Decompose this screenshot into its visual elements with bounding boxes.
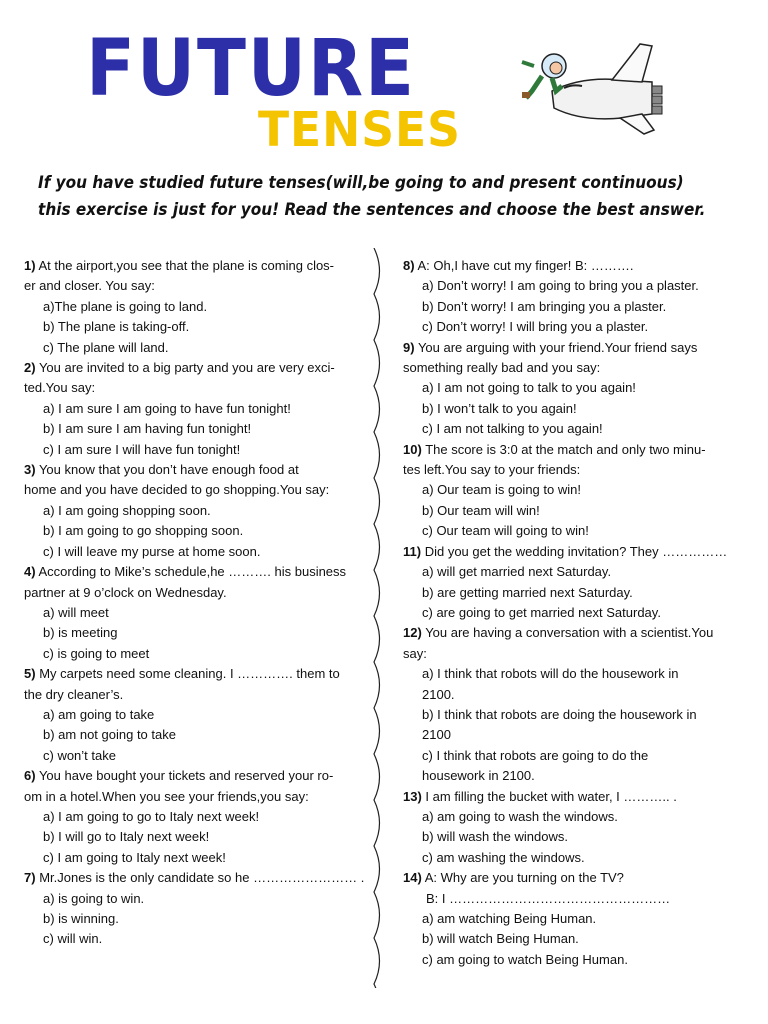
option-a: a) am going to wash the windows.: [422, 808, 618, 824]
option-a: a) am watching Being Human.: [422, 911, 597, 926]
option-a: a) is going to win.: [43, 890, 145, 906]
option-c: c) am going to watch Being Human.: [422, 951, 628, 967]
option-b: b) I think that robots are doing the housework in: [422, 706, 697, 722]
option-c: c) am washing the windows.: [422, 849, 585, 865]
question-2: 2) You are invited to a big party and you are very exci- ted.You say: a) I am sure I am going to have fun tonight! b) I am sure I am having fun tonight! c) I am sure I will have fun tonight!: [24, 358, 366, 460]
question-5: 5) My carpets need some cleaning. I …………. them to the dry cleaner’s. a) am going to take b) am not going to take c) won’t take: [24, 664, 366, 766]
option-b: b) am not going to take: [43, 727, 176, 743]
option-a: a) Our team is going to win!: [422, 482, 581, 498]
question-13: 13) I am filling the bucket with water, I ……….. . a) am going to wash the windows. b) will wash the windows. c) am washing the windows.: [403, 787, 747, 869]
option-a: a) I think that robots will do the housework in: [422, 666, 679, 682]
option-b: b) is winning.: [43, 911, 119, 926]
option-b: b) I will go to Italy next week!: [43, 829, 210, 845]
question-12: 12) You are having a conversation with a scientist.You say: a) I think that robots will do the housework in 2100. b) I think that robots are doing the housework in 2100 c) I think that robots are going to do the housework in 2100.: [403, 623, 747, 786]
option-c-cont: housework in 2100.: [422, 768, 535, 784]
left-column: [24, 256, 366, 950]
option-c: c) I think that robots are going to do the: [422, 747, 649, 763]
option-c: c) I am sure I will have fun tonight!: [43, 441, 241, 457]
question-3: 3) You know that you don’t have enough food at home and you have decided to go shopping.You say: a) I am going shopping soon. b) I am going to go shopping soon. c) I will leave my purse at home soon.: [24, 460, 366, 562]
option-b: b) I won’t talk to you again!: [422, 400, 577, 416]
option-b: b) will wash the windows.: [422, 829, 568, 845]
option-c: c) Don’t worry! I will bring you a plaster.: [422, 319, 649, 335]
instructions-line-1: If you have studied future tenses(will,be going to and present continuous): [38, 173, 684, 193]
option-b: b) is meeting: [43, 625, 118, 641]
option-a: a)The plane is going to land.: [43, 298, 208, 314]
question-8: 8) A: Oh,I have cut my finger! B: ………. a) Don’t worry! I am going to bring you a plaster. b) Don’t worry! I am bringing you a plaster. c) Don’t worry! I will bring you a plaster.: [403, 256, 747, 338]
question-10: 10) The score is 3:0 at the match and only two minu- tes left.You say to your friends: a) Our team is going to win! b) Our team will win! c) Our team will going to win!: [403, 440, 747, 542]
option-b: b) I am sure I am having fun tonight!: [43, 421, 252, 437]
option-c: c) will win.: [43, 931, 103, 947]
option-b: b) The plane is taking-off.: [43, 319, 190, 335]
zigzag-column-divider: [372, 248, 386, 988]
option-a: a) will meet: [43, 604, 109, 620]
question-14: 14) A: Why are you turning on the TV? B: I …………………………………………… a) am watching Being Human. b) will watch Being Human. c) am going to watch Being Human.: [403, 868, 747, 970]
option-a: a) am going to take: [43, 706, 155, 722]
option-a: a) I am going to go to Italy next week!: [43, 808, 260, 824]
question-6: 6) You have bought your tickets and reserved your ro- om in a hotel.When you see your friends,you say: a) I am going to go to Italy next week! b) I will go to Italy next week! c) I am going to Italy next week!: [24, 766, 366, 868]
option-a: a) will get married next Saturday.: [422, 564, 612, 580]
option-b: b) Don’t worry! I am bringing you a plaster.: [422, 298, 667, 314]
option-c: c) I am going to Italy next week!: [43, 849, 226, 865]
instructions-line-2: this exercise is just for you! Read the sentences and choose the best answer.: [38, 200, 706, 220]
option-b-cont: 2100: [422, 727, 451, 743]
option-a-cont: 2100.: [422, 686, 455, 702]
option-b: b) will watch Being Human.: [422, 931, 579, 947]
option-c: c) The plane will land.: [43, 339, 169, 355]
option-c: c) are going to get married next Saturday.: [422, 604, 661, 620]
option-c: c) won’t take: [43, 747, 116, 763]
option-a: a) Don’t worry! I am going to bring you a plaster.: [422, 278, 699, 294]
question-7: 7) Mr.Jones is the only candidate so he …………………… . a) is going to win. b) is winning. c) will win.: [24, 868, 366, 950]
option-c: c) is going to meet: [43, 645, 150, 661]
title-future: FUTURE: [86, 24, 416, 114]
option-c: c) I am not talking to you again!: [422, 421, 603, 437]
option-c: c) I will leave my purse at home soon.: [43, 543, 261, 559]
instructions: [38, 170, 706, 224]
question-11: 11) Did you get the wedding invitation? They …………… a) will get married next Saturday. b) are getting married next Saturday. c) are going to get married next Saturday.: [403, 542, 747, 624]
option-a: a) I am sure I am going to have fun tonight!: [43, 400, 291, 416]
question-4: 4) According to Mike’s schedule,he ………. his business partner at 9 o’clock on Wednesday. a) will meet b) is meeting c) is going to meet: [24, 562, 366, 664]
space-shuttle-astronaut-illustration: [512, 36, 672, 136]
option-a: a) I am not going to talk to you again!: [422, 380, 636, 396]
option-b: b) I am going to go shopping soon.: [43, 523, 244, 539]
option-a: a) I am going shopping soon.: [43, 502, 211, 518]
option-b: b) Our team will win!: [422, 502, 540, 518]
option-b: b) are getting married next Saturday.: [422, 584, 633, 600]
right-column: [403, 256, 747, 970]
title-tenses: TENSES: [258, 102, 461, 158]
question-9: 9) You are arguing with your friend.Your friend says something really bad and you say: a) I am not going to talk to you again! b) I won’t talk to you again! c) I am not talking to you again!: [403, 338, 747, 440]
option-c: c) Our team will going to win!: [422, 523, 589, 539]
question-1: 1) At the airport,you see that the plane is coming clos- er and closer. You say: a)The plane is going to land. b) The plane is taking-off. c) The plane will land.: [24, 256, 366, 358]
